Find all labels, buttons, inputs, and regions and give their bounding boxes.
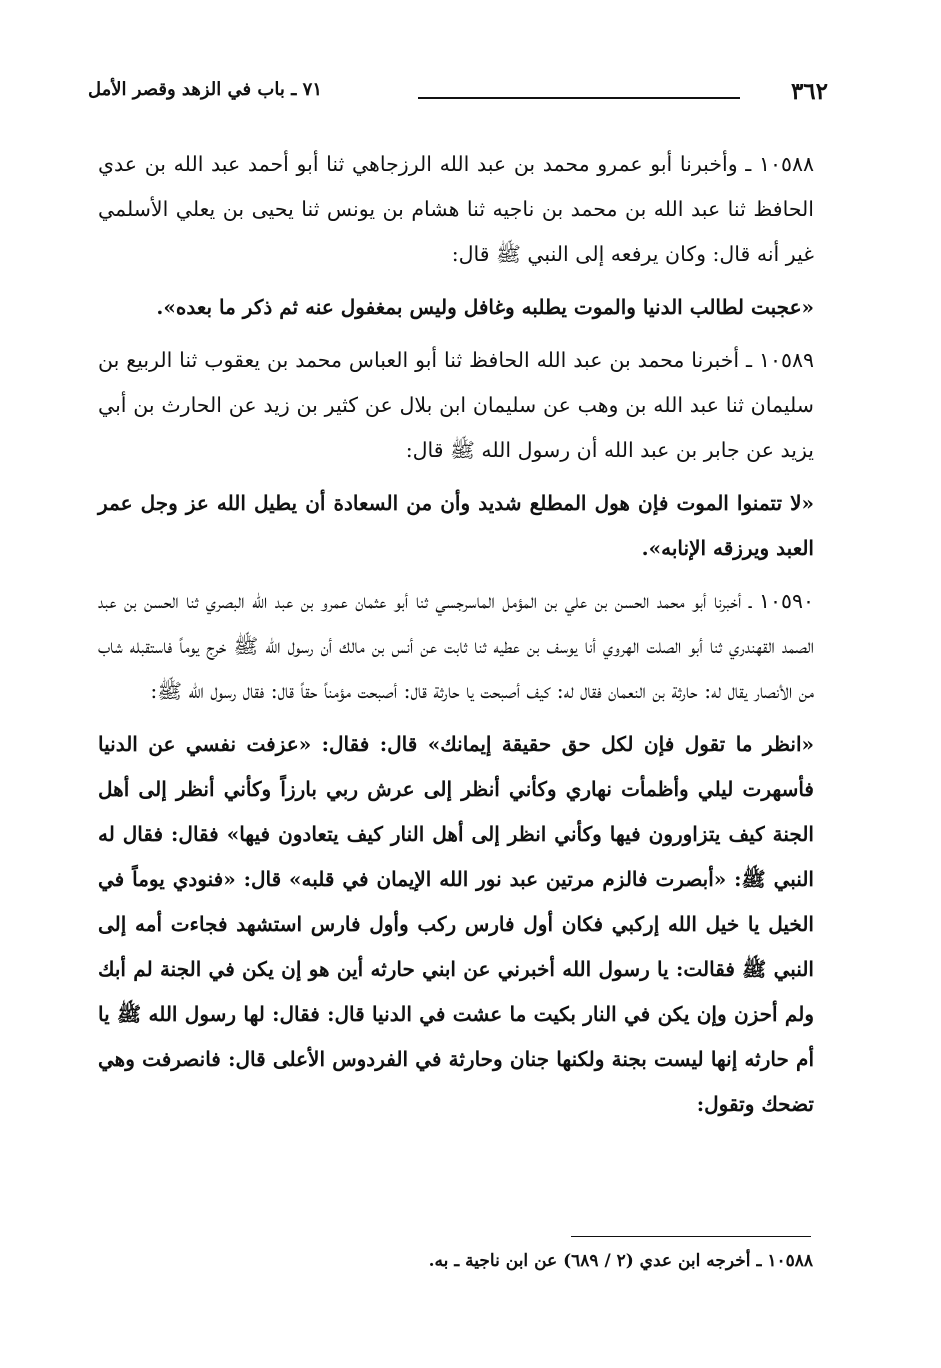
header-rule: [418, 97, 740, 99]
page-header: [88, 70, 828, 110]
hadith-chain-10588: ١٠٥٨٨ ـ وأخبرنا أبو عمرو محمد بن عبد الله الرزجاهي ثنا أبو أحمد عبد الله بن عدي الحافظ ثنا عبد الله بن محمد بن ناجيه ثنا هشام بن يونس ثنا يحيى بن يعلي الأسلمي غير أنه قال: وكان يرفعه إلى النبي ﷺ قال:: [98, 152, 814, 266]
running-title: ٧١ ـ باب في الزهد وقصر الأمل: [88, 79, 322, 100]
footnote-separator: [571, 1236, 811, 1237]
hadith-chain-10589: ١٠٥٨٩ ـ أخبرنا محمد بن عبد الله الحافظ ثنا أبو العباس محمد بن يعقوب ثنا الربيع بن سليمان ثنا عبد الله بن وهب عن سليمان ابن بلال عن كثير بن زيد عن الحارث بن أبي يزيد عن جابر بن عبد الله أن رسول الله ﷺ قال:: [98, 348, 814, 462]
hadith-text-10588: «عجبت لطالب الدنيا والموت يطلبه وغافل وليس بمغفول عنه ثم ذكر ما بعده».: [156, 295, 814, 319]
hadith-text-10590: «انظر ما تقول فإن لكل حق حقيقة إيمانك» قال: فقال: «عزفت نفسي عن الدنيا فأسهرت ليلي وأظمأت نهاري وكأني أنظر إلى عرش ربي بارزاً وكأني أنظر إلى أهل الجنة كيف يتزاورون فيها وكأني انظر إلى أهل النار كيف يتعادون فيها» فقال: فقال له النبي ﷺ: «أبصرت فالزم مرتين عبد نور الله الإيمان في قلبه» قال: «فنودي يوماً في الخيل يا خيل الله إركبي فكان أول فارس ركب وأول فارس استشهد فجاءت أمه إلى النبي ﷺ فقالت: يا رسول الله أخبرني عن ابني حارثه أين هو إن يكن في الجنة لم أبك ولم أحزن وإن يكن في النار بكيت ما عشت في الدنيا قال: فقال: لها رسول الله ﷺ يا أم حارثه إنها ليست بجنة ولكنها جنان وحارثة في الفردوس الأعلى قال: فانصرفت وهي تضحك وتقول:: [98, 732, 815, 1116]
page-body: [98, 142, 814, 1135]
hadith-chain-10590: ١٠٥٩٠ ـ أخبرنا أبو محمد الحسن بن علي بن المؤمل الماسرجسي ثنا أبو عثمان عمرو بن عبد الله البصري ثنا الحسن بن عبد الصمد القهندري ثنا أبو الصلت الهروي أنا يوسف بن عطيه ثنا ثابت عن أنس بن مالك أن رسول الله ﷺ خرج يوماً فاستقبله شاب من الأنصار يقال له: حارثة بن النعمان فقال له: كيف أصبحت يا حارثة قال: أصبحت مؤمناً حقاً قال: فقال رسول الله ﷺ:: [98, 589, 814, 703]
page-number: ٣٦٢: [790, 78, 828, 105]
hadith-text-10589: «لا تتمنوا الموت فإن هول المطلع شديد وأن من السعادة أن يطيل الله عز وجل عمر العبد ويرزقه الإنابه».: [98, 491, 814, 560]
footnote: ١٠٥٨٨ ـ أخرجه ابن عدي (٢ / ٦٨٩) عن ابن ناجية ـ به.: [428, 1251, 813, 1271]
